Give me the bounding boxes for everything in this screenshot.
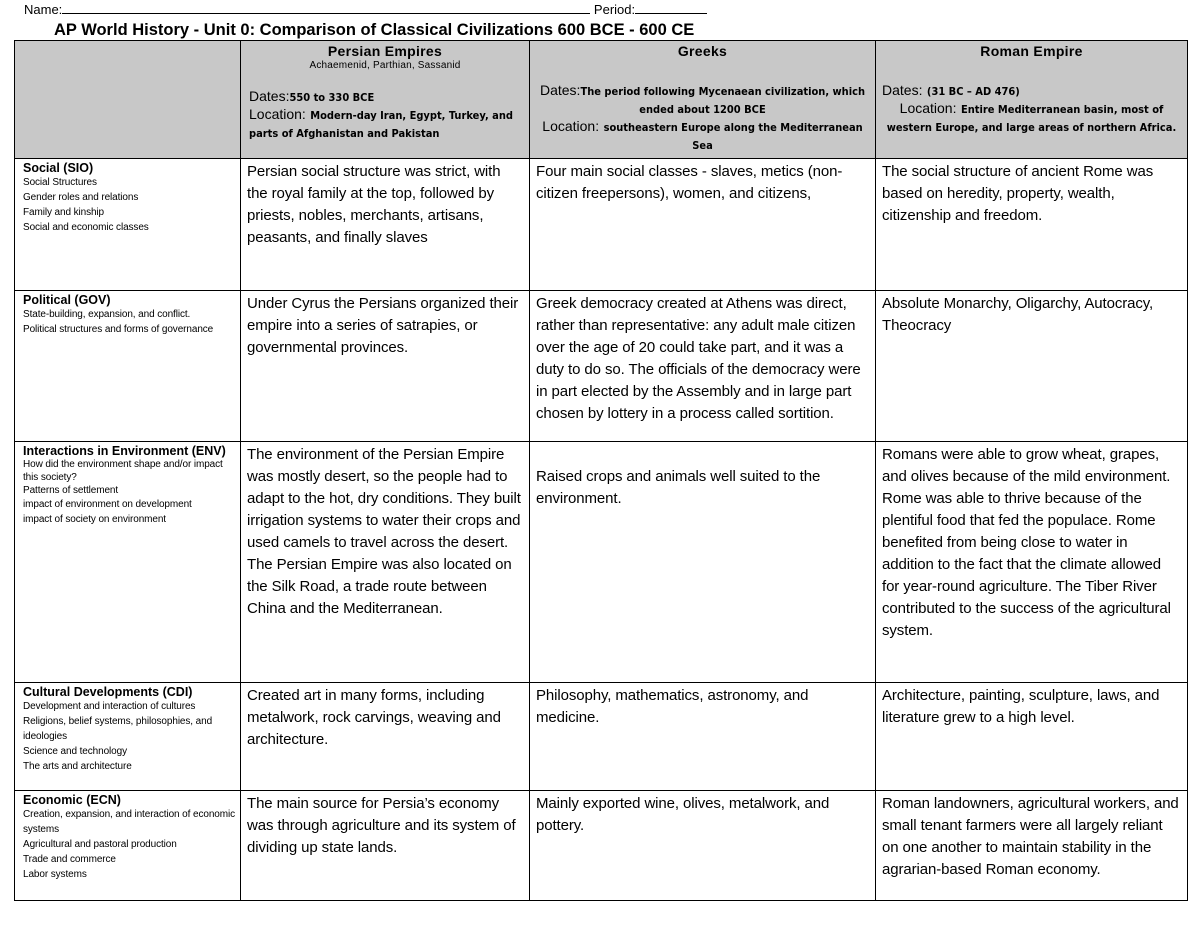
row-subtopic: Labor systems <box>23 869 87 880</box>
roman-cell: Roman landowners, agricultural workers, and small tenant farmers were all largely reliant on one another to maintain stability in the agrarian-based Roman economy. <box>876 791 1188 901</box>
row-subtopic: Development and interaction of cultures <box>23 701 196 712</box>
row-label <box>15 159 241 291</box>
corner-header <box>15 41 241 159</box>
comparison-table <box>14 40 1188 901</box>
row-subtopic: Agricultural and pastoral production <box>23 839 177 850</box>
row-subtopic: impact of society on environment <box>23 514 166 525</box>
row-political <box>15 291 1188 442</box>
row-environment <box>15 442 1188 683</box>
roman-dates <box>876 60 1187 100</box>
row-label <box>15 442 241 683</box>
persian-cell: Persian social structure was strict, with the royal family at the top, followed by priests, nobles, merchants, artisans, peasants, and finally slaves <box>241 159 530 291</box>
row-subtopic: State-building, expansion, and conflict. <box>23 309 191 320</box>
dates-value: The period following Mycenaean civilization, which ended about 1200 BCE <box>580 85 866 116</box>
name-period-line <box>24 2 707 16</box>
row-social <box>15 159 1188 291</box>
dates-value: 550 to 330 BCE <box>289 91 375 104</box>
dates-value: (31 BC – AD 476) <box>926 85 1020 98</box>
name-field[interactable] <box>62 2 590 14</box>
row-subtopic: Social Structures <box>23 177 97 188</box>
worksheet-title: AP World History - Unit 0: Comparison of Classical Civilizations 600 BCE - 600 CE <box>54 21 695 39</box>
row-title: Economic (ECN) <box>23 793 121 807</box>
dates-label: Dates: <box>249 88 290 104</box>
roman-location <box>876 100 1187 136</box>
roman-cell: Absolute Monarchy, Oligarchy, Autocracy, Theocracy <box>876 291 1188 442</box>
row-subtopic: The arts and architecture <box>23 761 132 772</box>
row-title: Political (GOV) <box>23 293 111 307</box>
greeks-cell: Mainly exported wine, olives, metalwork, and pottery. <box>530 791 876 901</box>
persian-cell: Under Cyrus the Persians organized their empire into a series of satrapies, or governmental provinces. <box>241 291 530 442</box>
greeks-cell: Raised crops and animals well suited to the environment. <box>530 442 876 683</box>
persian-cell: The environment of the Persian Empire was mostly desert, so the people had to adapt to the hot, dry conditions. They built irrigation systems to water their crops and used camels to travel across the desert. The Persian Empire was also located on the Silk Road, a trade route between China and the Mediterranean. <box>241 442 530 683</box>
location-value: Entire Mediterranean basin, most of western Europe, and large areas of northern Africa. <box>886 103 1177 134</box>
column-name: Persian Empires <box>327 43 443 59</box>
row-cultural <box>15 683 1188 791</box>
roman-cell: Architecture, painting, sculpture, laws, and literature grew to a high level. <box>876 683 1188 791</box>
greeks-cell: Greek democracy created at Athens was direct, rather than representative: any adult male citizen over the age of 20 could take part, and it was a duty to do so. The officials of the democracy were in part elected by the Assembly and in large part chosen by lottery in a process called sortition. <box>530 291 876 442</box>
row-label <box>15 291 241 442</box>
row-subtopic: Family and kinship <box>23 207 105 218</box>
row-subtopic: impact of environment on development <box>23 499 192 510</box>
roman-cell: Romans were able to grow wheat, grapes, and olives because of the mild environment. Rome was able to thrive because of the plentiful food that fed the populace. Rome benefited from being close to water in addition to the fact that the climate allowed for year-round agriculture. The Tiber River contributed to the success of the agricultural system. <box>876 442 1188 683</box>
persian-info <box>241 72 529 142</box>
row-subtopic: Creation, expansion, and interaction of economic systems <box>23 809 235 835</box>
header-row <box>15 41 1188 159</box>
row-subtopic: How did the environment shape and/or impact this society? <box>23 459 223 483</box>
name-label: Name: <box>24 2 63 17</box>
row-label <box>15 791 241 901</box>
dates-label: Dates: <box>882 82 923 98</box>
column-header-roman <box>876 41 1188 159</box>
greeks-info <box>530 60 875 154</box>
row-economic <box>15 791 1188 901</box>
persian-cell: Created art in many forms, including metalwork, rock carvings, weaving and architecture. <box>241 683 530 791</box>
persian-cell: The main source for Persia’s economy was through agriculture and its system of dividing up state lands. <box>241 791 530 901</box>
row-subtopic: Political structures and forms of governance <box>23 324 214 335</box>
row-title: Social (SIO) <box>23 161 94 175</box>
column-header-greeks <box>530 41 876 159</box>
greeks-cell: Philosophy, mathematics, astronomy, and medicine. <box>530 683 876 791</box>
greeks-cell: Four main social classes - slaves, metics (non-citizen freepersons), women, and citizens, <box>530 159 876 291</box>
row-subtopic: Science and technology <box>23 746 127 757</box>
column-name: Roman Empire <box>980 43 1083 59</box>
row-subtopic: Trade and commerce <box>23 854 116 865</box>
column-header-persian <box>241 41 530 159</box>
column-subtitle: Achaemenid, Parthian, Sassanid <box>309 60 461 71</box>
column-name: Greeks <box>677 43 728 59</box>
location-label: Location: <box>249 106 306 122</box>
dates-label: Dates: <box>539 82 581 98</box>
row-label <box>15 683 241 791</box>
period-label: Period: <box>593 2 636 17</box>
roman-cell: The social structure of ancient Rome was based on heredity, property, wealth, citizenship and freedom. <box>876 159 1188 291</box>
location-label: Location: <box>899 100 957 116</box>
row-subtopic: Patterns of settlement <box>23 485 119 496</box>
row-subtopic: Social and economic classes <box>23 222 149 233</box>
row-title: Cultural Developments (CDI) <box>23 685 193 699</box>
location-label: Location: <box>542 118 600 134</box>
period-field[interactable] <box>635 2 707 14</box>
row-subtopic: Religions, belief systems, philosophies, and ideologies <box>23 716 213 742</box>
location-value: Modern-day Iran, Egypt, Turkey, and parts of Afghanistan and Pakistan <box>249 109 513 140</box>
location-value: southeastern Europe along the Mediterranean Sea <box>603 121 863 152</box>
row-title: Interactions in Environment (ENV) <box>23 444 226 458</box>
row-subtopic: Gender roles and relations <box>23 192 139 203</box>
